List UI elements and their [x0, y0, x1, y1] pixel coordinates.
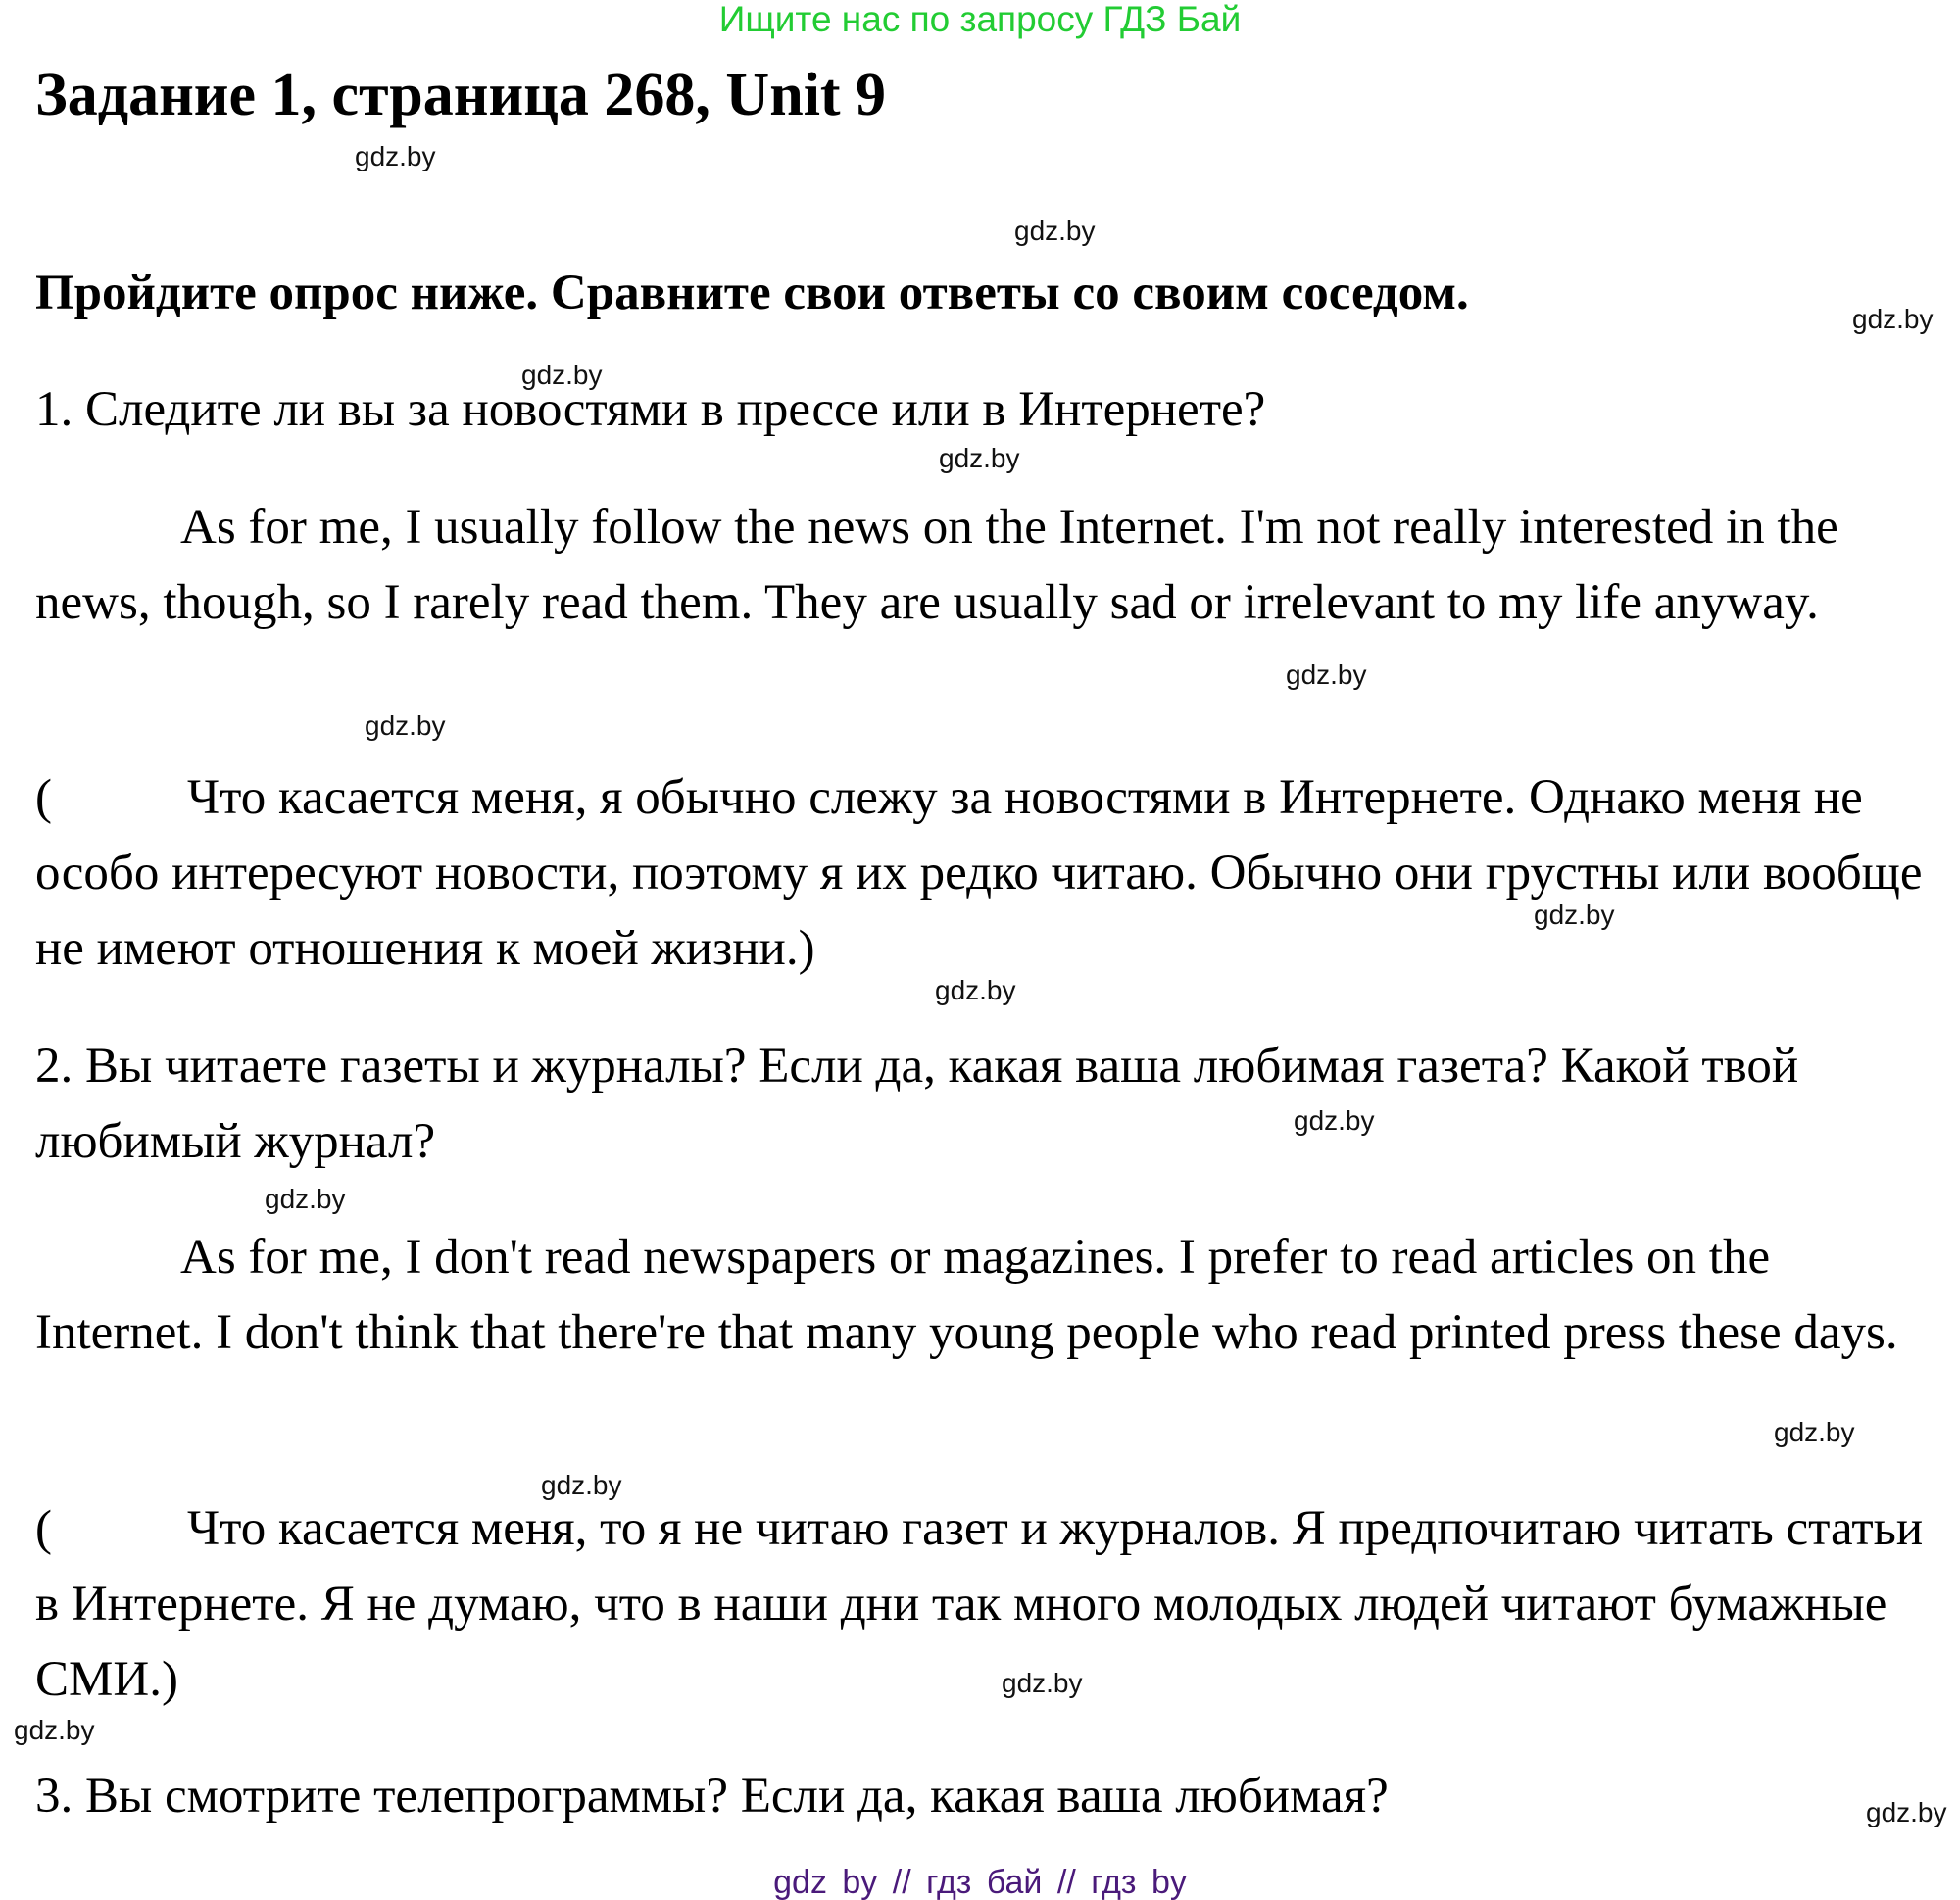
- task-instruction: Пройдите опрос ниже. Сравните свои ответы со своим соседом.: [35, 266, 1469, 320]
- answer-1-text: As for me, I usually follow the news on the Internet. I'm not really interested in the news, though, so I rarely read them. They are usually sad or irrelevant to my life anyway.: [35, 500, 1838, 630]
- watermark: gdz.by: [365, 710, 446, 741]
- watermark: gdz.by: [1534, 900, 1615, 930]
- search-banner: Ищите нас по запросу ГДЗ Бай: [718, 0, 1242, 39]
- watermark: gdz.by: [1014, 216, 1096, 246]
- watermark: gdz.by: [1286, 659, 1367, 690]
- watermark: gdz.by: [1294, 1105, 1375, 1136]
- watermark: gdz.by: [1866, 1797, 1947, 1827]
- question-2: 2. Вы читаете газеты и журналы? Если да, какая ваша любимая газета? Какой твой любимый журнал?: [35, 1039, 1799, 1169]
- answer-1: [35, 490, 1946, 641]
- page-title: Задание 1, страница 268, Unit 9: [35, 62, 887, 128]
- watermark: gdz.by: [265, 1184, 346, 1214]
- question-1: 1. Следите ли вы за новостями в прессе или в Интернете?: [35, 382, 1266, 437]
- answer-2-text: As for me, I don't read newspapers or magazines. I prefer to read articles on the Internet. I don't think that there're that many young people who read printed press these days.: [35, 1230, 1898, 1360]
- watermark: gdz.by: [1774, 1417, 1855, 1447]
- watermark: gdz.by: [355, 141, 436, 171]
- open-paren: (: [35, 1501, 52, 1556]
- watermark: gdz.by: [14, 1715, 95, 1745]
- translation-1: [35, 760, 1946, 987]
- watermark: gdz.by: [939, 443, 1020, 473]
- translation-1-text: Что касается меня, я обычно слежу за новостями в Интернете. Однако меня не особо интересуют новости, поэтому я их редко читаю. Обычно они грустны или вообще не имеют отношения к моей жизни.): [35, 770, 1923, 976]
- watermark: gdz.by: [1002, 1668, 1083, 1698]
- watermark: gdz.by: [521, 360, 603, 390]
- watermark: gdz.by: [1852, 304, 1934, 334]
- watermark: gdz.by: [935, 975, 1016, 1005]
- footer-links: gdz by // гдз бай // гдз by: [773, 1864, 1187, 1900]
- translation-2-text: Что касается меня, то я не читаю газет и журналов. Я предпочитаю читать статьи в Интернете. Я не думаю, что в наши дни так много молодых людей читают бумажные СМИ.): [35, 1501, 1924, 1707]
- open-paren: (: [35, 770, 52, 825]
- question-3: 3. Вы смотрите телепрограммы? Если да, какая ваша любимая?: [35, 1769, 1389, 1824]
- watermark: gdz.by: [541, 1470, 622, 1500]
- answer-2: [35, 1220, 1946, 1371]
- translation-2: [35, 1491, 1946, 1718]
